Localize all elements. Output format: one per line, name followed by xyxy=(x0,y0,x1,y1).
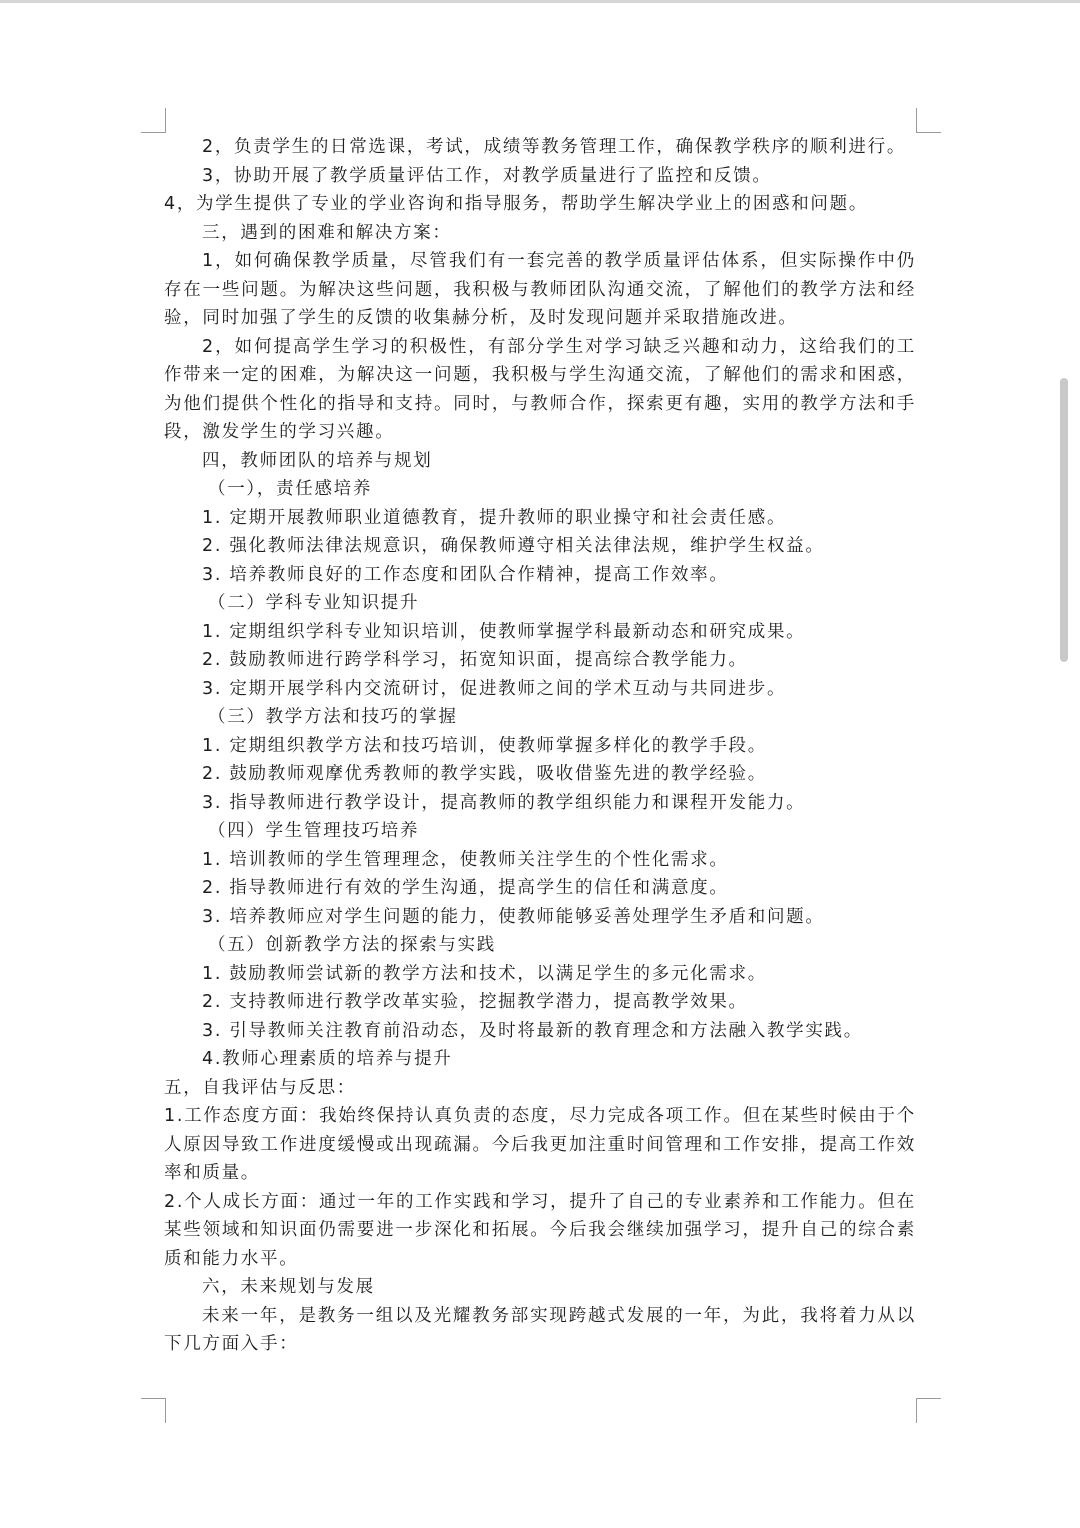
list-item: 1. 定期组织教学方法和技巧培训，使教师掌握多样化的教学手段。 xyxy=(202,735,767,756)
document-body xyxy=(164,133,916,1359)
section-heading: 六，未来规划与发展 xyxy=(202,1277,375,1297)
section-heading: 三，遇到的困难和解决方案： xyxy=(202,222,452,243)
list-item: 2. 鼓励教师观摩优秀教师的教学实践，吸收借鉴先进的教学经验。 xyxy=(202,764,767,784)
paragraph: 2.个人成长方面：通过一年的工作实践和学习，提升了自己的专业素养和工作能力。但在某些领域和知识面仍需要进一步深化和拓展。今后我会继续加强学习，提升自己的综合素质和能力水平。 xyxy=(164,1191,916,1269)
list-item: 3. 定期开展学科内交流研讨，促进教师之间的学术互动与共同进步。 xyxy=(202,678,787,699)
subsection-heading: （五）创新教学方法的探索与实践 xyxy=(208,935,496,955)
subsection-heading: （一），责任感培养 xyxy=(208,479,373,499)
list-item: 3. 培养教师良好的工作态度和团队合作精神，提高工作效率。 xyxy=(202,564,729,585)
subsection-heading: 4.教师心理素质的培养与提升 xyxy=(202,1049,453,1069)
subsection-heading: （二）学科专业知识提升 xyxy=(208,593,420,613)
crop-mark-top-left xyxy=(141,108,166,133)
list-item: 2. 指导教师进行有效的学生沟通，提高学生的信任和满意度。 xyxy=(202,878,729,898)
list-item: 3. 培养教师应对学生问题的能力，使教师能够妥善处理学生矛盾和问题。 xyxy=(202,906,825,927)
paragraph: 1，如何确保教学质量，尽管我们有一套完善的教学质量评估体系，但实际操作中仍存在一些问题。为解决这些问题，我积极与教师团队沟通交流，了解他们的教学方法和经验，同时加强了学生的反馈的收集赫分析，及时发现问题并采取措施改进。 xyxy=(164,251,916,328)
paragraph: 4，为学生提供了专业的学业咨询和指导服务，帮助学生解决学业上的困惑和问题。 xyxy=(164,194,869,214)
paragraph: 未来一年，是教务一组以及光耀教务部实现跨越式发展的一年，为此，我将着力从以下几方面入手： xyxy=(164,1305,916,1354)
list-item: 1. 培训教师的学生管理理念，使教师关注学生的个性化需求。 xyxy=(202,849,729,870)
list-item: 1. 鼓励教师尝试新的教学方法和技术，以满足学生的多元化需求。 xyxy=(202,963,767,984)
list-item: 2. 支持教师进行教学改革实验，挖掘教学潜力，提高教学效果。 xyxy=(202,992,748,1012)
vertical-scrollbar[interactable] xyxy=(1060,378,1068,662)
paragraph: 2，负责学生的日常选课，考试，成绩等教务管理工作，确保教学秩序的顺利进行。 xyxy=(202,137,907,157)
list-item: 1. 定期开展教师职业道德教育，提升教师的职业操守和社会责任感。 xyxy=(202,507,787,528)
subsection-heading: （三）教学方法和技巧的掌握 xyxy=(208,707,458,727)
list-item: 3. 引导教师关注教育前沿动态，及时将最新的教育理念和方法融入教学实践。 xyxy=(202,1020,863,1041)
crop-mark-bottom-left xyxy=(141,1398,166,1423)
section-heading: 五，自我评估与反思： xyxy=(164,1077,356,1098)
crop-mark-top-right xyxy=(916,108,941,133)
subsection-heading: （四）学生管理技巧培养 xyxy=(208,821,420,841)
section-heading: 四，教师团队的培养与规划 xyxy=(202,450,433,471)
list-item: 3. 指导教师进行教学设计，提高教师的教学组织能力和课程开发能力。 xyxy=(202,792,806,813)
paragraph: 1.工作态度方面：我始终保持认真负责的态度，尽力完成各项工作。但在某些时候由于个人原因导致工作进度缓慢或出现疏漏。今后我更加注重时间管理和工作安排，提高工作效率和质量。 xyxy=(164,1106,916,1183)
paragraph: 3，协助开展了教学质量评估工作，对教学质量进行了监控和反馈。 xyxy=(202,165,772,186)
crop-mark-bottom-right xyxy=(916,1398,941,1423)
list-item: 2. 鼓励教师进行跨学科学习，拓宽知识面，提高综合教学能力。 xyxy=(202,650,748,670)
list-item: 2. 强化教师法律法规意识，确保教师遵守相关法律法规，维护学生权益。 xyxy=(202,536,825,556)
paragraph: 2，如何提高学生学习的积极性，有部分学生对学习缺乏兴趣和动力，这给我们的工作带来一定的困难，为解决这一问题，我积极与学生沟通交流，了解他们的需求和困惑，为他们提供个性化的指导和支持。同时，与教师合作，探索更有趣，实用的教学方法和手段，激发学生的学习兴趣。 xyxy=(164,336,916,442)
list-item: 1. 定期组织学科专业知识培训，使教师掌握学科最新动态和研究成果。 xyxy=(202,621,806,642)
